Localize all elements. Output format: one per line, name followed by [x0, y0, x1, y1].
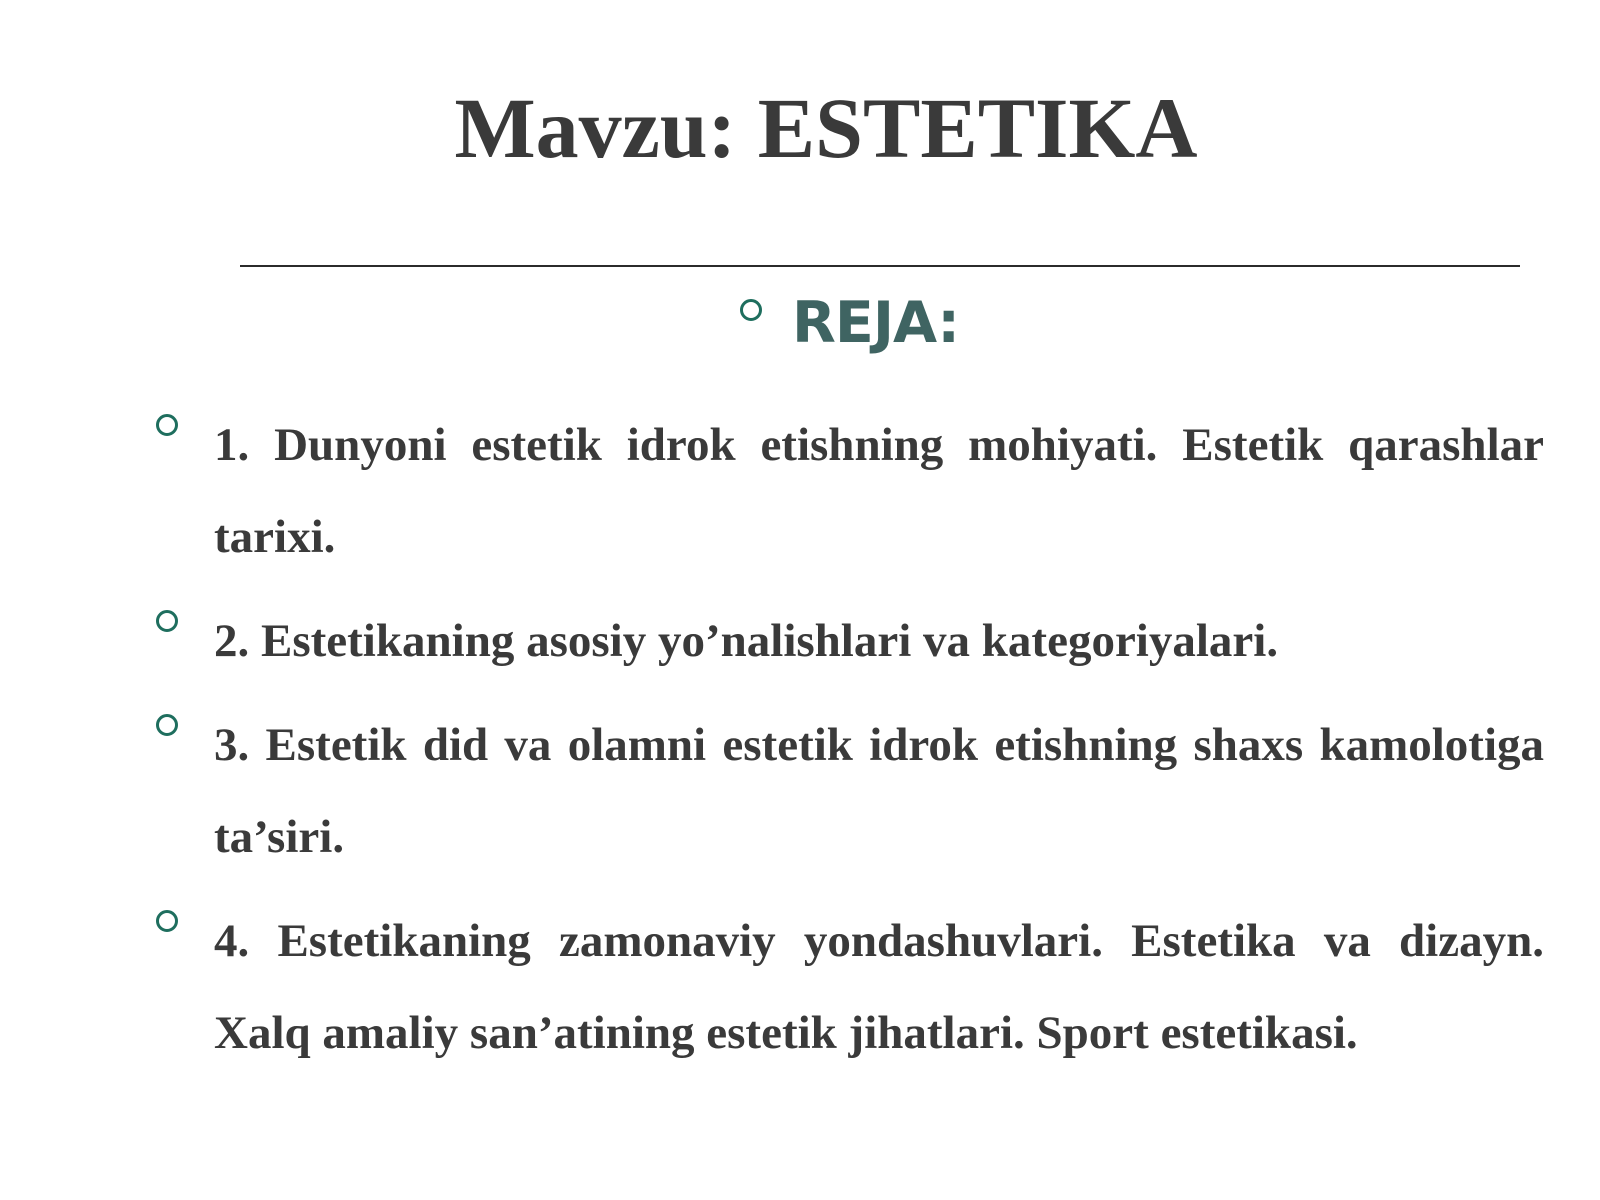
plan-item-text: 4. Estetikaning zamonaviy yondashuvlari. Estetika va dizayn. Xalq amaliy san’atining estetik jihatlari. Sport estetikasi. — [214, 915, 1544, 1059]
plan-item — [156, 595, 1544, 687]
bullet-circle-icon — [156, 414, 178, 436]
plan-item — [156, 699, 1544, 883]
slide-title: Mavzu: ESTETIKA — [454, 80, 1198, 176]
plan-item — [156, 399, 1544, 583]
plan-item-text: 2. Estetikaning asosiy yo’nalishlari va kategoriyalari. — [214, 615, 1279, 667]
plan-list — [156, 399, 1544, 1091]
bullet-circle-icon — [740, 299, 762, 321]
bullet-circle-icon — [156, 910, 178, 932]
bullet-circle-icon — [156, 610, 178, 632]
bullet-circle-icon — [156, 714, 178, 736]
plan-item-text: 1. Dunyoni estetik idrok etishning mohiyati. Estetik qarashlar tarixi. — [214, 419, 1544, 563]
plan-item-text: 3. Estetik did va olamni estetik idrok etishning shaxs kamolotiga ta’siri. — [214, 719, 1544, 863]
title-divider — [240, 265, 1520, 267]
plan-heading-row — [740, 288, 959, 358]
plan-item — [156, 895, 1544, 1079]
plan-heading: REJA: — [792, 290, 960, 356]
